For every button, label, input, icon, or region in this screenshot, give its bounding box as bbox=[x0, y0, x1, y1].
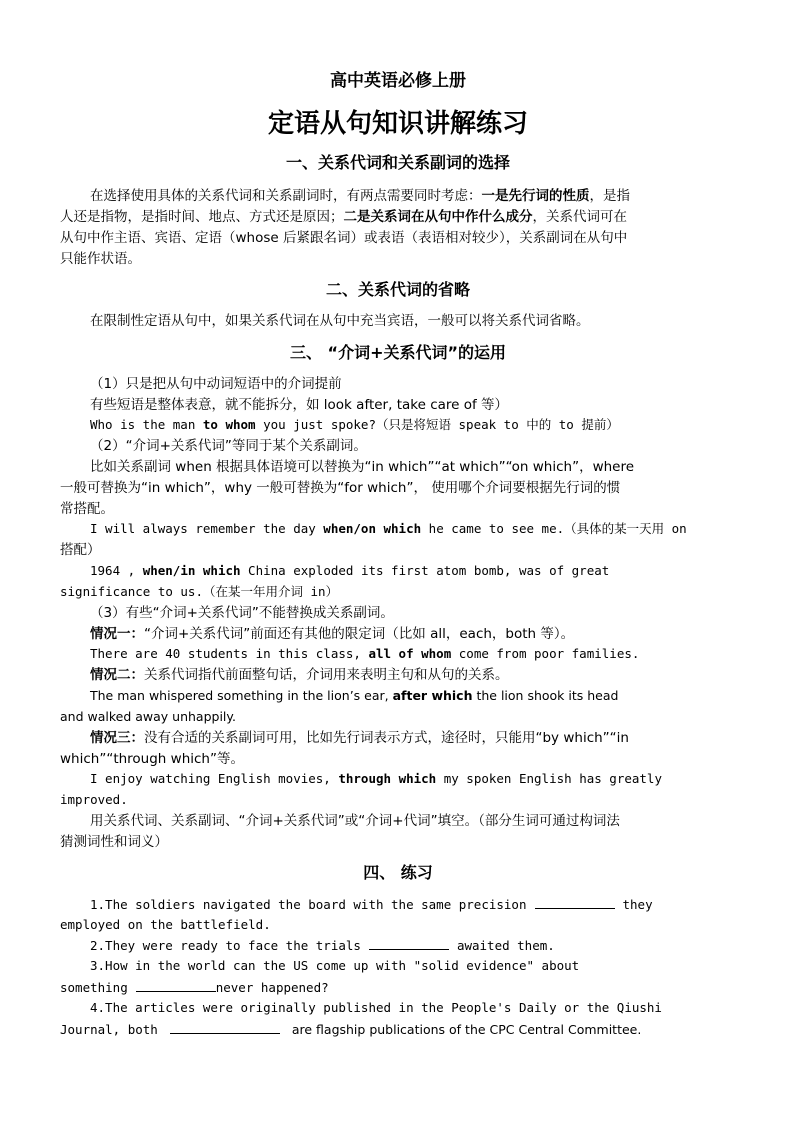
bold-text: 情况三： bbox=[90, 730, 144, 746]
example-3 bbox=[60, 561, 609, 581]
item-2-line-2: 比如关系副词 when 根据具体语境可以替换为“in which”“at which”“on which”，where bbox=[90, 459, 635, 475]
section-3-heading: 三、 “介词+关系代词”的运用 bbox=[289, 343, 506, 362]
text: Journal, both bbox=[60, 1022, 158, 1037]
bold-text: when/in which bbox=[142, 563, 241, 578]
text: 人还是指物，是指时间、地点、方式还是原因； bbox=[60, 209, 344, 225]
section-1-para-line-2 bbox=[60, 207, 627, 227]
text: the lion shook its head bbox=[472, 688, 619, 703]
answer-blank-4[interactable] bbox=[170, 1019, 280, 1034]
text: ，关系代词可在 bbox=[532, 209, 627, 225]
text: I enjoy watching English movies, bbox=[90, 771, 339, 786]
text: are flagship publications of the CPC Central Committee. bbox=[291, 1022, 642, 1037]
example-6-cont: improved. bbox=[60, 792, 128, 807]
example-5 bbox=[60, 686, 618, 706]
question-1-cont: employed on the battlefield. bbox=[60, 917, 271, 932]
section-1-heading: 一、关系代词和关系副词的选择 bbox=[285, 153, 510, 172]
answer-blank-2[interactable] bbox=[369, 935, 449, 950]
item-2-heading: （2）“介词+关系代词”等同于某个关系副词。 bbox=[90, 438, 367, 454]
text: The man whispered something in the lion’s ear, bbox=[90, 688, 393, 703]
case-1 bbox=[60, 624, 574, 644]
example-2 bbox=[60, 519, 687, 539]
section-1-para-line-3: 从句中作主语、宾语、定语（whose 后紧跟名词）或表语（表语相对较少），关系副词在从句中 bbox=[60, 230, 628, 246]
example-3-cont: significance to us.（在某一年用介词 in） bbox=[60, 584, 339, 599]
question-4-cont bbox=[60, 1019, 641, 1040]
text: “介词+关系代词”前面还有其他的限定词（比如 all，each，both 等）。 bbox=[144, 626, 575, 642]
text: 没有合适的关系副词可用，比如先行词表示方式，途径时，只能用“by which”“in bbox=[144, 730, 629, 746]
text: There are 40 students in this class, bbox=[90, 646, 369, 661]
case-2 bbox=[60, 665, 509, 685]
text: 1964 , bbox=[90, 563, 143, 578]
item-1-heading: （1）只是把从句中动词短语中的介词提前 bbox=[90, 376, 342, 392]
item-2-line-4: 常搭配。 bbox=[60, 501, 114, 517]
item-3-heading: （3）有些“介词+关系代词”不能替换成关系副词。 bbox=[90, 605, 394, 621]
book-title: 高中英语必修上册 bbox=[330, 71, 466, 91]
text: awaited them. bbox=[456, 938, 555, 953]
example-1 bbox=[60, 415, 619, 435]
answer-blank-1[interactable] bbox=[535, 894, 615, 909]
example-6 bbox=[60, 769, 662, 789]
bold-text: when/on which bbox=[323, 521, 422, 536]
example-4 bbox=[60, 644, 639, 664]
answer-blank-3[interactable] bbox=[136, 977, 216, 992]
bold-text: to whom bbox=[202, 417, 256, 432]
example-5-cont: and walked away unhappily. bbox=[60, 709, 236, 724]
section-1-para-line-1 bbox=[60, 186, 630, 206]
text: something bbox=[60, 980, 128, 995]
bold-text: 情况二： bbox=[90, 667, 144, 683]
section-2-para: 在限制性定语从句中，如果关系代词在从句中充当宾语，一般可以将关系代词省略。 bbox=[90, 313, 590, 329]
text: he came to see me.（具体的某一天用 on bbox=[421, 521, 687, 536]
instructions-line-2: 猜测词性和词义） bbox=[60, 834, 168, 850]
text: ，是指 bbox=[589, 188, 630, 204]
question-3-cont bbox=[60, 977, 329, 998]
text: you just spoke?（只是将短语 speak to 中的 to 提前） bbox=[255, 417, 619, 432]
question-3: 3.How in the world can the US come up with "solid evidence" about bbox=[90, 958, 580, 973]
example-2-cont: 搭配） bbox=[60, 542, 101, 558]
bold-text: after which bbox=[392, 688, 473, 703]
text: 2.They were ready to face the trials bbox=[90, 938, 361, 953]
text: Who is the man bbox=[90, 417, 203, 432]
text: my spoken English has greatly bbox=[436, 771, 662, 786]
text: 1.The soldiers navigated the board with the same precision bbox=[90, 897, 527, 912]
question-1 bbox=[60, 894, 653, 915]
text: I will always remember the day bbox=[90, 521, 324, 536]
question-2 bbox=[60, 935, 555, 956]
bold-text: all of whom bbox=[368, 646, 452, 661]
case-3-cont: which”“through which”等。 bbox=[60, 751, 244, 767]
item-1-note: 有些短语是整体表意，就不能拆分，如 look after, take care of 等） bbox=[90, 397, 509, 413]
page-title: 定语从句知识讲解练习 bbox=[267, 109, 528, 139]
text: never happened? bbox=[215, 980, 329, 995]
text: China exploded its first atom bomb, was of great bbox=[240, 563, 610, 578]
text: they bbox=[622, 897, 653, 912]
bold-text: through which bbox=[338, 771, 437, 786]
section-2-heading: 二、关系代词的省略 bbox=[325, 280, 470, 299]
case-3 bbox=[60, 728, 629, 748]
bold-text: 一是先行词的性质 bbox=[481, 188, 590, 204]
text: 关系代词指代前面整句话，介词用来表明主句和从句的关系。 bbox=[144, 667, 509, 683]
text: 在选择使用具体的关系代词和关系副词时，有两点需要同时考虑： bbox=[90, 188, 482, 204]
text: come from poor families. bbox=[451, 646, 640, 661]
section-4-heading: 四、 练习 bbox=[363, 863, 433, 882]
instructions-line-1: 用关系代词、关系副词、“介词+关系代词”或“介词+代词”填空。（部分生词可通过构词法 bbox=[90, 813, 620, 829]
bold-text: 二是关系词在从句中作什么成分 bbox=[343, 209, 533, 225]
item-2-line-3: 一般可替换为“in which”，why 一般可替换为“for which”， 使用哪个介词要根据先行词的惯 bbox=[60, 480, 621, 496]
bold-text: 情况一： bbox=[90, 626, 144, 642]
question-4: 4.The articles were originally published in the People's Daily or the Qiushi bbox=[90, 1000, 662, 1015]
section-1-para-line-4: 只能作状语。 bbox=[60, 251, 141, 267]
